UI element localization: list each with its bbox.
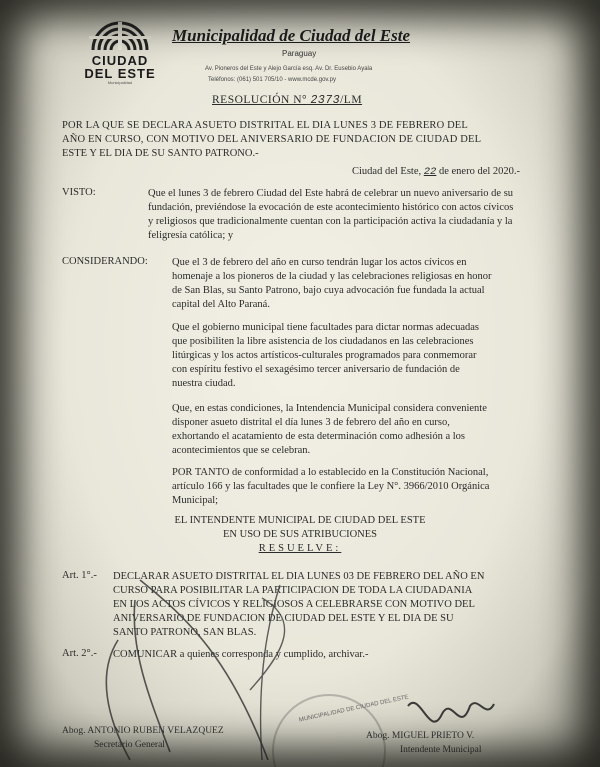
considerando-p1-l1: Que el 3 de febrero del año en curso tendrán lugar los actos cívicos en	[172, 257, 467, 268]
considerando-p4-l1: POR TANTO de conformidad a lo establecido en la Constitución Nacional,	[172, 467, 489, 478]
art2-line-1: COMUNICAR a quienes corresponda y cumplido, archivar.-	[113, 649, 369, 660]
considerando-p2-l5: nuestra ciudad.	[172, 378, 236, 389]
resolution-handwritten-number: 2373	[310, 94, 341, 107]
considerando-p1-l3: de San Blas, su Santo Patrono, bajo cuya advocación fue fundada la actual	[172, 285, 485, 296]
considerando-p3-l4: acontecimientos que se celebran.	[172, 445, 311, 456]
considerando-p4-l2: artículo 166 y las facultades que le confiere la Ley N°. 3966/2010 Orgánica	[172, 481, 490, 492]
considerando-p3-l2: disponer asueto distrital el día lunes 3 de febrero del año en curso,	[172, 417, 450, 428]
considerando-p3-l3: exhortando el acatamiento de esta determinación como adhesión a los	[172, 431, 466, 442]
visto-line-4: feligresía católica; y	[148, 230, 234, 241]
left-signatory-name: Abog. ANTONIO RUBEN VELAZQUEZ	[62, 726, 224, 736]
art2-label: Art. 2°.-	[62, 648, 97, 659]
visto-label: VISTO:	[62, 187, 96, 198]
right-signatory-title: Intendente Municipal	[400, 745, 482, 755]
visto-line-3: y religiosos que tradicionalmente cuentan con la participación activa la ciudadanía y la	[148, 216, 513, 227]
art1-line-2: CURSO PARA POSIBILITAR LA PARTICIPACION DE TODA LA CIUDADANIA	[113, 585, 473, 596]
art1-line-4: ANIVERSARIO DE FUNDACION DE CIUDAD DEL ESTE Y EL DIA DE SU	[113, 613, 454, 624]
considerando-p1-l2: homenaje a los pioneros de la ciudad y las celebraciones religiosas en honor	[172, 271, 492, 282]
title-line-2: AÑO EN CURSO, CON MOTIVO DEL ANIVERSARIO DE FUNDACION DE CIUDAD DEL	[62, 134, 482, 145]
left-signatory-title: Secretario General	[94, 740, 165, 750]
considerando-p1-l4: capital del Alto Paraná.	[172, 299, 270, 310]
visto-line-1: Que el lunes 3 de febrero Ciudad del Este habrá de celebrar un nuevo aniversario de su	[148, 188, 514, 199]
considerando-p4-l3: Municipal;	[172, 495, 219, 506]
date-city: Ciudad del Este,	[352, 166, 422, 177]
country-label: Paraguay	[282, 49, 317, 58]
title-line-3: ESTE Y EL DIA DE SU SANTO PATRONO.-	[62, 148, 259, 159]
municipal-logo	[74, 16, 166, 94]
considerando-p2-l4: con espíritu festivo el sexagésimo tercer aniversario de fundación de	[172, 364, 460, 375]
phone-line: Teléfonos: (061) 501 705/10 - www.mcde.gov.py	[208, 77, 336, 83]
logo-arcs-icon	[85, 16, 155, 52]
intendente-line-1: EL INTENDENTE MUNICIPAL DE CIUDAD DEL ESTE	[174, 515, 426, 526]
art1-line-5: SANTO PATRONO, SAN BLAS.	[113, 627, 257, 638]
title-line-1: POR LA QUE SE DECLARA ASUETO DISTRITAL EL DIA LUNES 3 DE FEBRERO DEL	[62, 120, 468, 131]
logo-line-1: CIUDAD	[91, 53, 149, 68]
art1-line-1: DECLARAR ASUETO DISTRITAL EL DIA LUNES 03 DE FEBRERO DEL AÑO EN	[113, 571, 485, 582]
resolution-prefix: RESOLUCIÓN N°	[212, 94, 308, 106]
date-rest: de enero del 2020.-	[438, 166, 521, 177]
considerando-label: CONSIDERANDO:	[62, 256, 148, 267]
considerando-p2-l2: que posibiliten la libre asistencia de los ciudadanos en las celebraciones	[172, 336, 474, 347]
address-line: Av. Pioneros del Este y Alejo García esq. Av. Dr. Eusebio Ayala	[205, 66, 373, 72]
right-signatory-name: Abog. MIGUEL PRIETO V.	[366, 731, 475, 741]
art1-line-3: EN LOS ACTOS CÍVICOS Y RELIGIOSOS A CELEBRARSE CON MOTIVO DEL	[113, 599, 475, 610]
visto-line-2: fundación, previéndose la evocación de este acontecimiento histórico con actos cívicos	[148, 202, 514, 213]
municipality-title: Municipalidad de Ciudad del Este	[172, 26, 411, 45]
considerando-p3-l1: Que, en estas condiciones, la Intendencia Municipal considera conveniente	[172, 403, 487, 414]
date-line	[352, 165, 520, 179]
art1-label: Art. 1°.-	[62, 570, 97, 581]
date-day: 22	[423, 166, 437, 178]
intendente-line-2: EN USO DE SUS ATRIBUCIONES	[222, 529, 378, 540]
resolution-suffix: /LM	[340, 94, 363, 106]
resuelve-heading: RESUELVE:	[258, 543, 342, 554]
logo-tagline: Municipalidad	[107, 80, 133, 85]
resolution-number	[212, 94, 362, 107]
considerando-p2-l3: litúrgicas y los actos artísticos-culturales programados para conmemorar	[172, 350, 477, 361]
seal-text: MUNICIPALIDAD DE CIUDAD DEL ESTE	[298, 694, 410, 724]
considerando-p2-l1: Que el gobierno municipal tiene facultades para dictar normas adecuadas	[172, 322, 479, 333]
logo-line-2: DEL ESTE	[84, 66, 156, 81]
